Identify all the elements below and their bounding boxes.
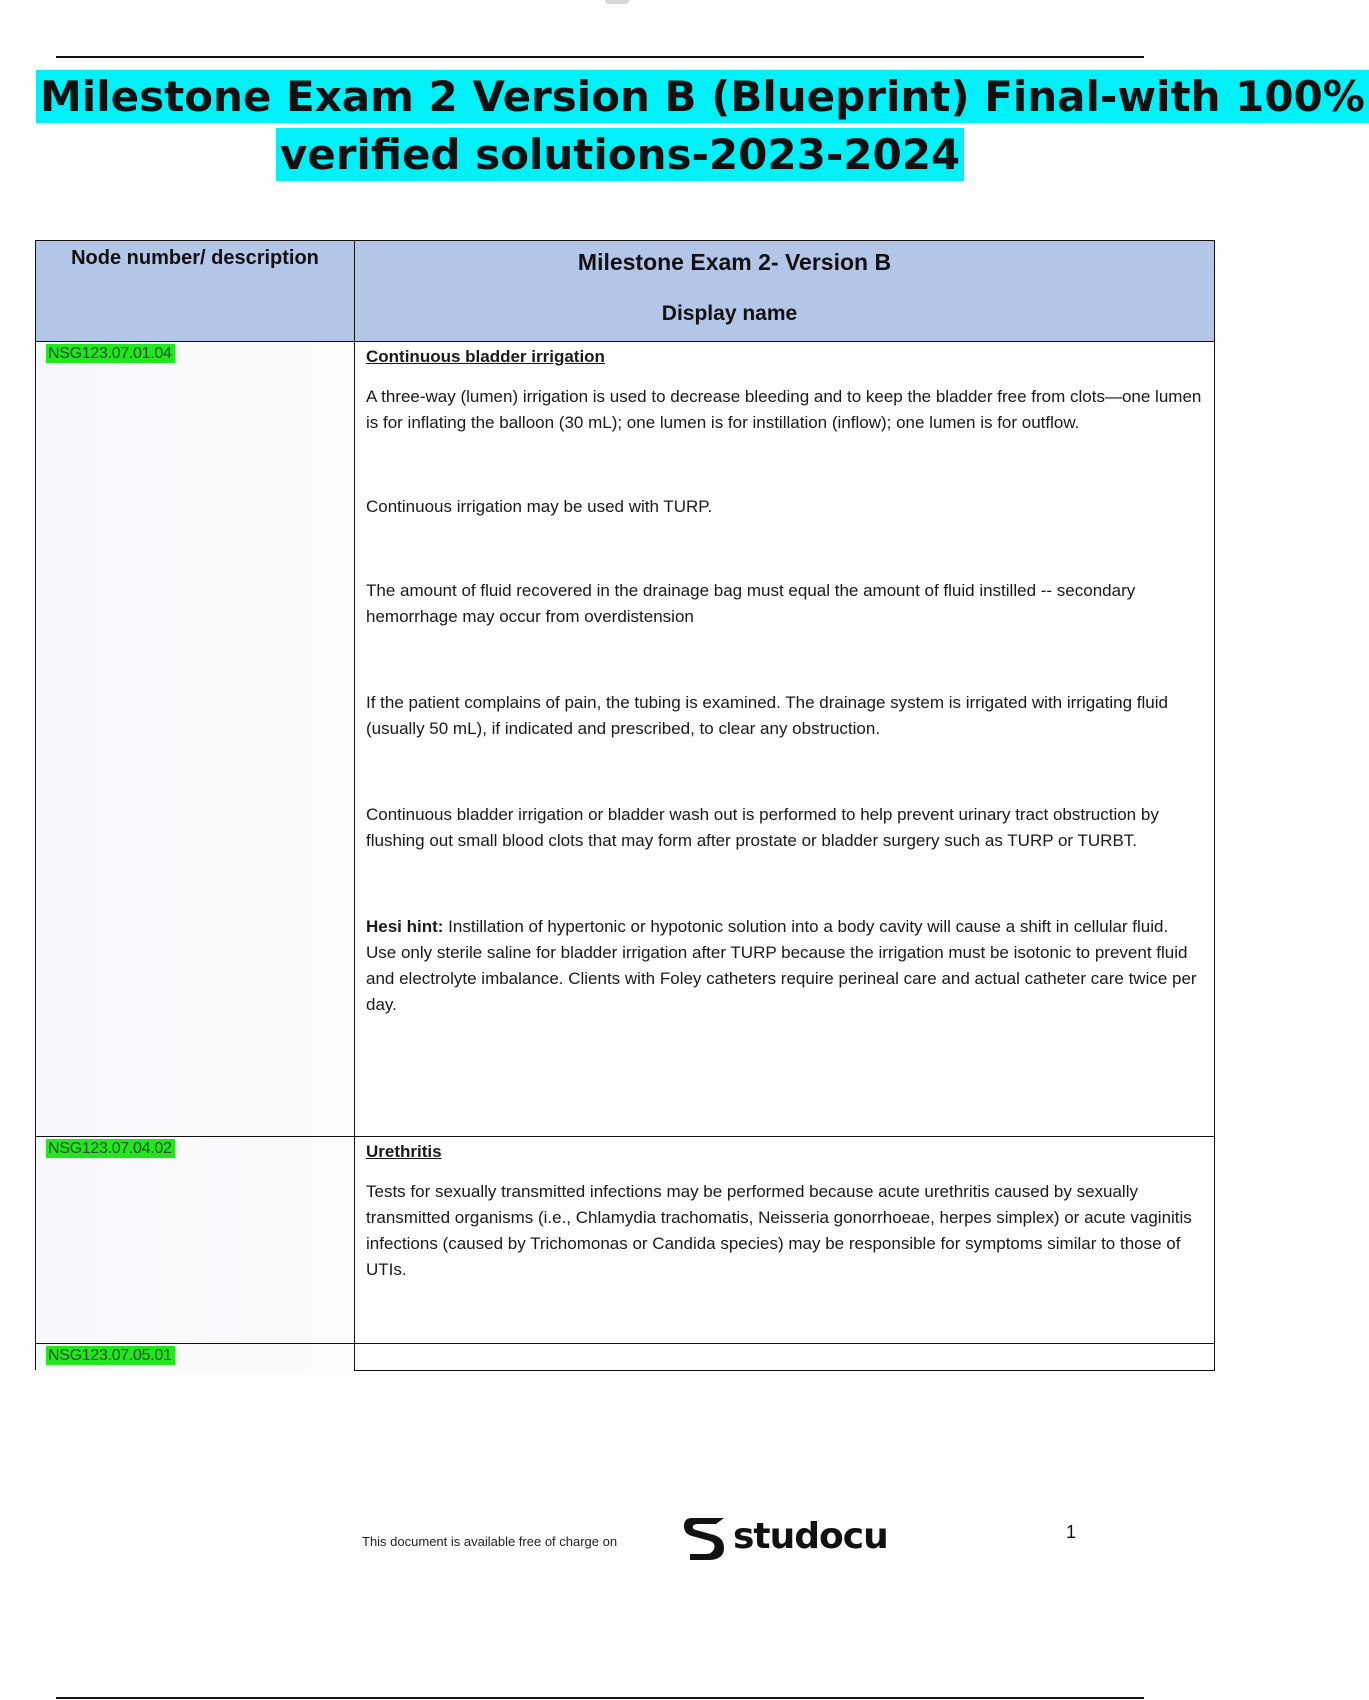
studocu-logo-icon[interactable] bbox=[680, 1514, 728, 1564]
table-row bbox=[36, 1137, 1215, 1344]
table-row bbox=[36, 1344, 1215, 1371]
table-header-row bbox=[36, 241, 1215, 342]
bottom-rule bbox=[56, 1697, 1144, 1699]
availability-text: This document is available free of charge on bbox=[362, 1534, 618, 1549]
node-column-header: Node number/ description bbox=[36, 241, 355, 342]
blueprint-table bbox=[35, 240, 1215, 1371]
paragraph: If the patient complains of pain, the tubing is examined. The drainage system is irrigated with irrigating fluid (usually 50 mL), if indicated and prescribed, to clear any obstruction. bbox=[366, 693, 1168, 738]
page-footer bbox=[0, 1512, 1200, 1582]
paragraph: The amount of fluid recovered in the drainage bag must equal the amount of fluid instilled -- secondary hemorrhage may occur from overdistension bbox=[366, 581, 1136, 626]
page-number: 1 bbox=[1066, 1522, 1077, 1542]
page-top-marker bbox=[605, 0, 629, 4]
table-row bbox=[36, 342, 1215, 1137]
node-code: NSG123.07.05.01 bbox=[46, 1346, 175, 1365]
exam-version-title: Milestone Exam 2- Version B bbox=[577, 249, 892, 275]
content-cell bbox=[355, 1137, 1215, 1344]
content-cell bbox=[355, 342, 1215, 1137]
hint-label: Hesi hint: bbox=[366, 917, 444, 936]
node-code: NSG123.07.04.02 bbox=[46, 1139, 175, 1158]
hint-text: Instillation of hypertonic or hypotonic solution into a body cavity will cause a shift in cellular fluid. Use only sterile saline for bladder irrigation after TURP because the irrigation must be isotonic to prevent fluid and electrolyte imbalance. Clients with Foley catheters require perineal care and actual catheter care twice per day. bbox=[366, 917, 1197, 1014]
hesi-hint bbox=[366, 914, 1202, 1018]
title-line-1: Milestone Exam 2 Version B (Blueprint) Final-with 100% bbox=[36, 70, 1369, 123]
paragraph: A three-way (lumen) irrigation is used to decrease bleeding and to keep the bladder free from clots—one lumen is for inflating the balloon (30 mL); one lumen is for instillation (inflow); one lumen is for outflow. bbox=[366, 387, 1202, 432]
studocu-brand-link[interactable]: studocu bbox=[733, 1516, 888, 1557]
node-cell bbox=[36, 1344, 355, 1371]
paragraph: Tests for sexually transmitted infections may be performed because acute urethritis caused by sexually transmitted organisms (i.e., Chlamydia trachomatis, Neisseria gonorrhoeae, herpes simplex) or acute vaginitis infections (caused by Trichomonas or Candida species) may be responsible for symptoms similar to those of UTIs. bbox=[366, 1182, 1192, 1279]
paragraph: Continuous irrigation may be used with TURP. bbox=[366, 497, 713, 516]
title-line-2: verified solutions-2023-2024 bbox=[276, 128, 964, 181]
display-name-label: Display name bbox=[661, 302, 798, 325]
node-code: NSG123.07.01.04 bbox=[46, 344, 175, 363]
display-column-header bbox=[355, 241, 1215, 342]
paragraph: Continuous bladder irrigation or bladder wash out is performed to help prevent urinary tract obstruction by flushing out small blood clots that may form after prostate or bladder surgery such as TURP or TURBT. bbox=[366, 805, 1159, 850]
top-rule bbox=[56, 56, 1144, 58]
node-cell bbox=[36, 1137, 355, 1344]
content-cell bbox=[355, 1344, 1215, 1371]
topic-heading: Continuous bladder irrigation bbox=[366, 347, 605, 366]
topic-heading: Urethritis bbox=[366, 1142, 442, 1161]
node-cell bbox=[36, 342, 355, 1137]
